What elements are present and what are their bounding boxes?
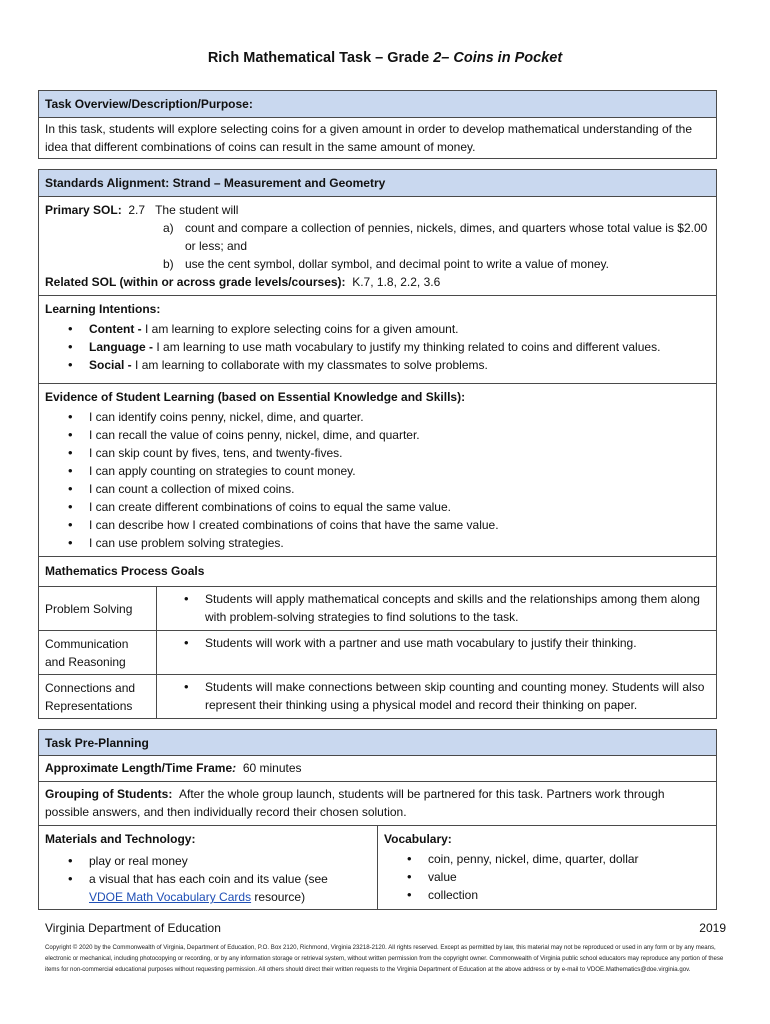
process-goal-text: • Students will work with a partner and use math vocabulary to justify their thinking. bbox=[157, 631, 716, 674]
materials-column bbox=[39, 826, 377, 910]
primary-sol-stem: The student will bbox=[155, 203, 239, 217]
list-item: • I can identify coins penny, nickel, dime, and quarter. bbox=[89, 408, 710, 426]
list-item: • Social - I am learning to collaborate with my classmates to solve problems. bbox=[89, 356, 710, 374]
vocabulary-label: Vocabulary: bbox=[384, 832, 452, 846]
list-item: • Content - I am learning to explore selecting coins for a given amount. bbox=[89, 320, 710, 338]
list-item: • I can create different combinations of coins to equal the same value. bbox=[89, 498, 710, 516]
process-goal-name: Connections and Representations bbox=[39, 675, 157, 718]
footer-year: 2019 bbox=[699, 921, 726, 935]
list-item: • coin, penny, nickel, dime, quarter, dollar bbox=[428, 850, 710, 868]
list-item: • Language - I am learning to use math vocabulary to justify my thinking related to coins and different values. bbox=[89, 338, 710, 356]
list-item: • I can skip count by fives, tens, and twenty-fives. bbox=[89, 444, 710, 462]
process-goals-section bbox=[39, 557, 716, 718]
table-row bbox=[39, 586, 716, 630]
evidence-label: Evidence of Student Learning (based on Essential Knowledge and Skills): bbox=[45, 390, 466, 404]
process-goal-text: • Students will apply mathematical concepts and skills and the relationships among them along with problem-solving strategies to find solutions to the task. bbox=[157, 587, 716, 630]
process-goals-label: Mathematics Process Goals bbox=[45, 564, 205, 578]
preplanning-header: Task Pre-Planning bbox=[39, 730, 716, 756]
copyright-notice: Copyright © 2020 by the Commonwealth of Virginia, Department of Education, P.O. Box 2120, Richmond, Virginia 23218-2120. All rights reserved. Except as permitted by law, this material may not be reproduced or used in any form or by any means, electronic or mechanical, including photocopying or recording, or by any information storage or retrieval system, without written permission from the copyright owner. Commonwealth of Virginia public school educators may reproduce any portion of these items for non-commercial educational purposes without requesting permission. All others should direct their written requests to the Virginia Department of Education at the above address or by e-mail to VDOE.Mathematics@doe.virginia.gov. bbox=[45, 944, 724, 973]
overview-text: In this task, students will explore selecting coins for a given amount in order to develop mathematical understanding of the idea that different combinations of coins can result in the same amount of money. bbox=[45, 122, 693, 154]
list-item: • I can apply counting on strategies to count money. bbox=[89, 462, 710, 480]
grouping-section bbox=[39, 782, 716, 826]
list-item: • I can count a collection of mixed coins. bbox=[89, 480, 710, 498]
learning-intentions-label: Learning Intentions: bbox=[45, 302, 161, 316]
list-item: • play or real money bbox=[89, 852, 371, 870]
grouping-label: Grouping of Students: bbox=[45, 787, 173, 801]
table-row bbox=[39, 674, 716, 718]
list-item: • I can use problem solving strategies. bbox=[89, 534, 710, 552]
standards-box bbox=[38, 169, 717, 719]
time-frame-label: Approximate Length/Time Frame bbox=[45, 761, 233, 775]
standards-header: Standards Alignment: Strand – Measurement and Geometry bbox=[39, 170, 716, 197]
time-frame-section: Approximate Length/Time Frame: 60 minutes bbox=[39, 756, 716, 782]
related-sol-values: K.7, 1.8, 2.2, 3.6 bbox=[352, 275, 441, 289]
overview-header: Task Overview/Description/Purpose: bbox=[39, 91, 716, 118]
time-frame-value: 60 minutes bbox=[242, 761, 302, 775]
vocabulary-column bbox=[377, 826, 716, 910]
primary-sol-item: b) use the cent symbol, dollar symbol, and decimal point to write a value of money. bbox=[163, 257, 609, 271]
list-item: • I can recall the value of coins penny, nickel, dime, and quarter. bbox=[89, 426, 710, 444]
table-row bbox=[39, 630, 716, 674]
primary-sol-item: a) count and compare a collection of pennies, nickels, dimes, and quarters whose total value is $2.00 or less; and bbox=[163, 221, 708, 253]
materials-label: Materials and Technology: bbox=[45, 832, 196, 846]
list-item: • value bbox=[428, 868, 710, 886]
related-sol-label: Related SOL (within or across grade levels/courses): bbox=[45, 275, 346, 289]
list-item: • collection bbox=[428, 886, 710, 904]
process-goal-name: Communication and Reasoning bbox=[39, 631, 157, 674]
overview-box bbox=[38, 90, 717, 159]
process-goal-text: • Students will make connections between skip counting and counting money. Students will also represent their thinking using a physical model and record their thinking on paper. bbox=[157, 675, 716, 718]
materials-vocab-row bbox=[39, 826, 716, 910]
list-item: • a visual that has each coin and its value (see VDOE Math Vocabulary Cards resource) bbox=[89, 870, 371, 906]
primary-sol-code: 2.7 bbox=[128, 203, 146, 217]
footer-org: Virginia Department of Education bbox=[45, 921, 221, 935]
footer bbox=[45, 921, 726, 935]
primary-sol-label: Primary SOL: bbox=[45, 203, 122, 217]
process-goal-name: Problem Solving bbox=[39, 587, 157, 630]
evidence-section bbox=[39, 384, 716, 557]
learning-intentions-section bbox=[39, 296, 716, 384]
list-item: • I can describe how I created combinations of coins that have the same value. bbox=[89, 516, 710, 534]
primary-sol-section bbox=[39, 197, 716, 296]
preplanning-box bbox=[38, 729, 717, 910]
grouping-text: After the whole group launch, students will be partnered for this task. Partners work through possible answers, and then individually record their chosen solution. bbox=[45, 787, 665, 819]
vocabulary-cards-link[interactable]: VDOE Math Vocabulary Cards bbox=[89, 890, 252, 904]
page-title: Rich Mathematical Task – Grade 2– Coins in Pocket bbox=[207, 50, 563, 66]
primary-sol-items bbox=[45, 219, 710, 273]
